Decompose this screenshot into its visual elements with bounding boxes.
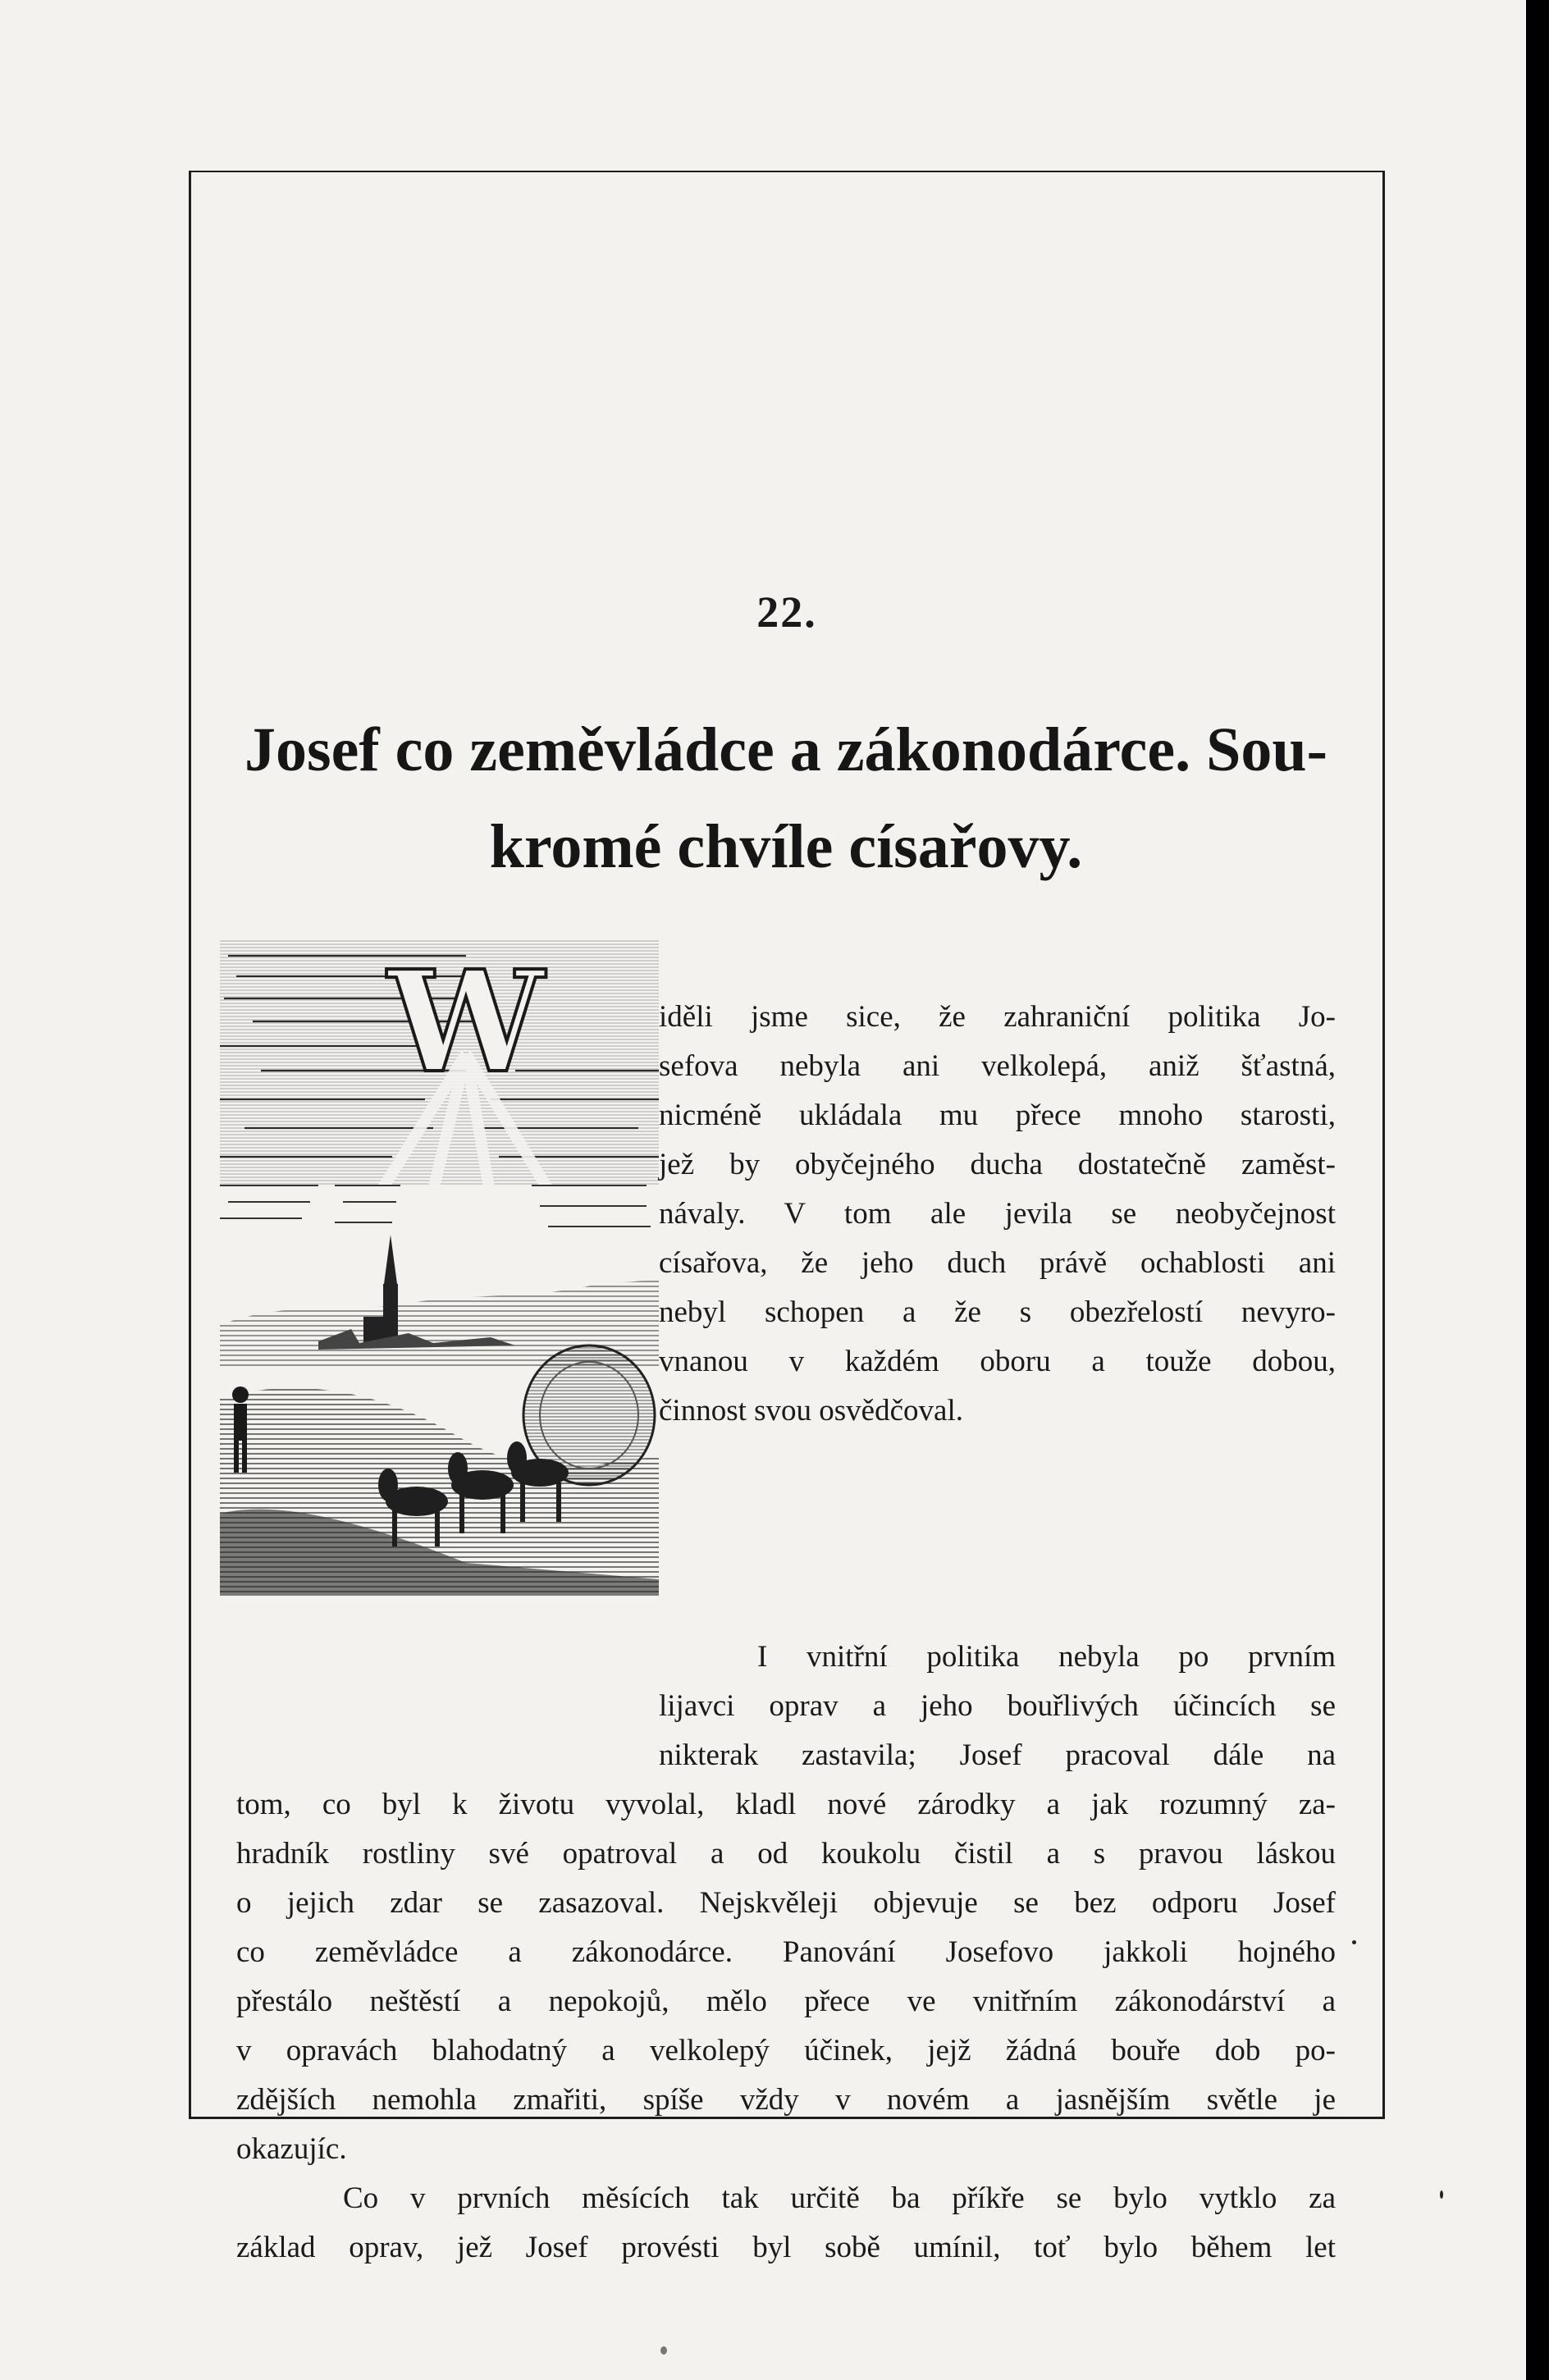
paragraph-line: tom, co byl k životu vyvolal, kladl nové zárodky a jak rozumný za- [236,1788,1336,1821]
chapter-number: 22. [756,587,817,637]
chapter-title-line-1: Josef co zeměvládce a zákonodárce. Sou- [244,715,1327,784]
paragraph-line: hradník rostliny své opatroval a od koukolu čistil a s pravou láskou [236,1837,1336,1871]
chapter-title [240,701,1332,895]
paragraph-line: nikterak zastavila; Josef pracoval dále na [659,1738,1336,1772]
chapter-title-line-2: kromé chvíle císařovy. [489,812,1083,881]
paragraph-line: nicméně ukládala mu přece mnoho starosti, [659,1099,1336,1132]
paragraph-line: iděli jsme sice, že zahraniční politika Jo- [659,1000,1336,1034]
paragraph-line: I vnitřní politika nebyla po prvním [757,1640,1336,1674]
paragraph-line: zdějších nemohla zmařiti, spíše vždy v novém a jasnějším světle je [236,2083,1336,2117]
stray-mark [1352,1940,1356,1944]
paragraph-line: činnost svou osvědčoval. [659,1394,963,1428]
paragraph-line: přestálo neštěstí a nepokojů, mělo přece ve vnitřním zákonodárství a [236,1985,1336,2018]
paragraph-line: v opravách blahodatný a velkolepý účinek, jejž žádná bouře dob po- [236,2034,1336,2067]
paragraph-line: Co v prvních měsících tak určitě ba příkře se bylo vytklo za [343,2181,1336,2215]
paragraph-2 [236,1633,1336,2273]
paragraph-1 [236,993,1336,1436]
paragraph-line: co zeměvládce a zákonodárce. Panování Josefovo jakkoli hojného [236,1935,1336,1969]
paragraph-line: základ oprav, jež Josef provésti byl sobě umínil, toť bylo během let [236,2231,1336,2264]
stray-mark [1440,2190,1443,2199]
paragraph-line: jež by obyčejného ducha dostatečně zaměst- [659,1148,1336,1181]
stray-mark [660,2346,667,2355]
paragraph-line: lijavci oprav a jeho bouřlivých účincích se [659,1689,1336,1723]
paragraph-line: o jejich zdar se zasazoval. Nejskvěleji objevuje se bez odporu Josef [236,1886,1336,1920]
initial-letter: W [387,940,545,1104]
paragraph-line: vnanou v každém oboru a touže dobou, [659,1345,1336,1378]
paragraph-line: nebyl schopen a že s obezřelostí nevyro- [659,1295,1336,1329]
paragraph-line: císařova, že jeho duch právě ochablosti ani [659,1246,1336,1280]
paragraph-line: návaly. V tom ale jevila se neobyčejnost [659,1197,1336,1231]
paragraph-line: sefova nebyla ani velkolepá, aniž šťastná, [659,1049,1336,1083]
paragraph-line: okazujíc. [236,2132,347,2166]
page-frame [189,171,1385,2264]
